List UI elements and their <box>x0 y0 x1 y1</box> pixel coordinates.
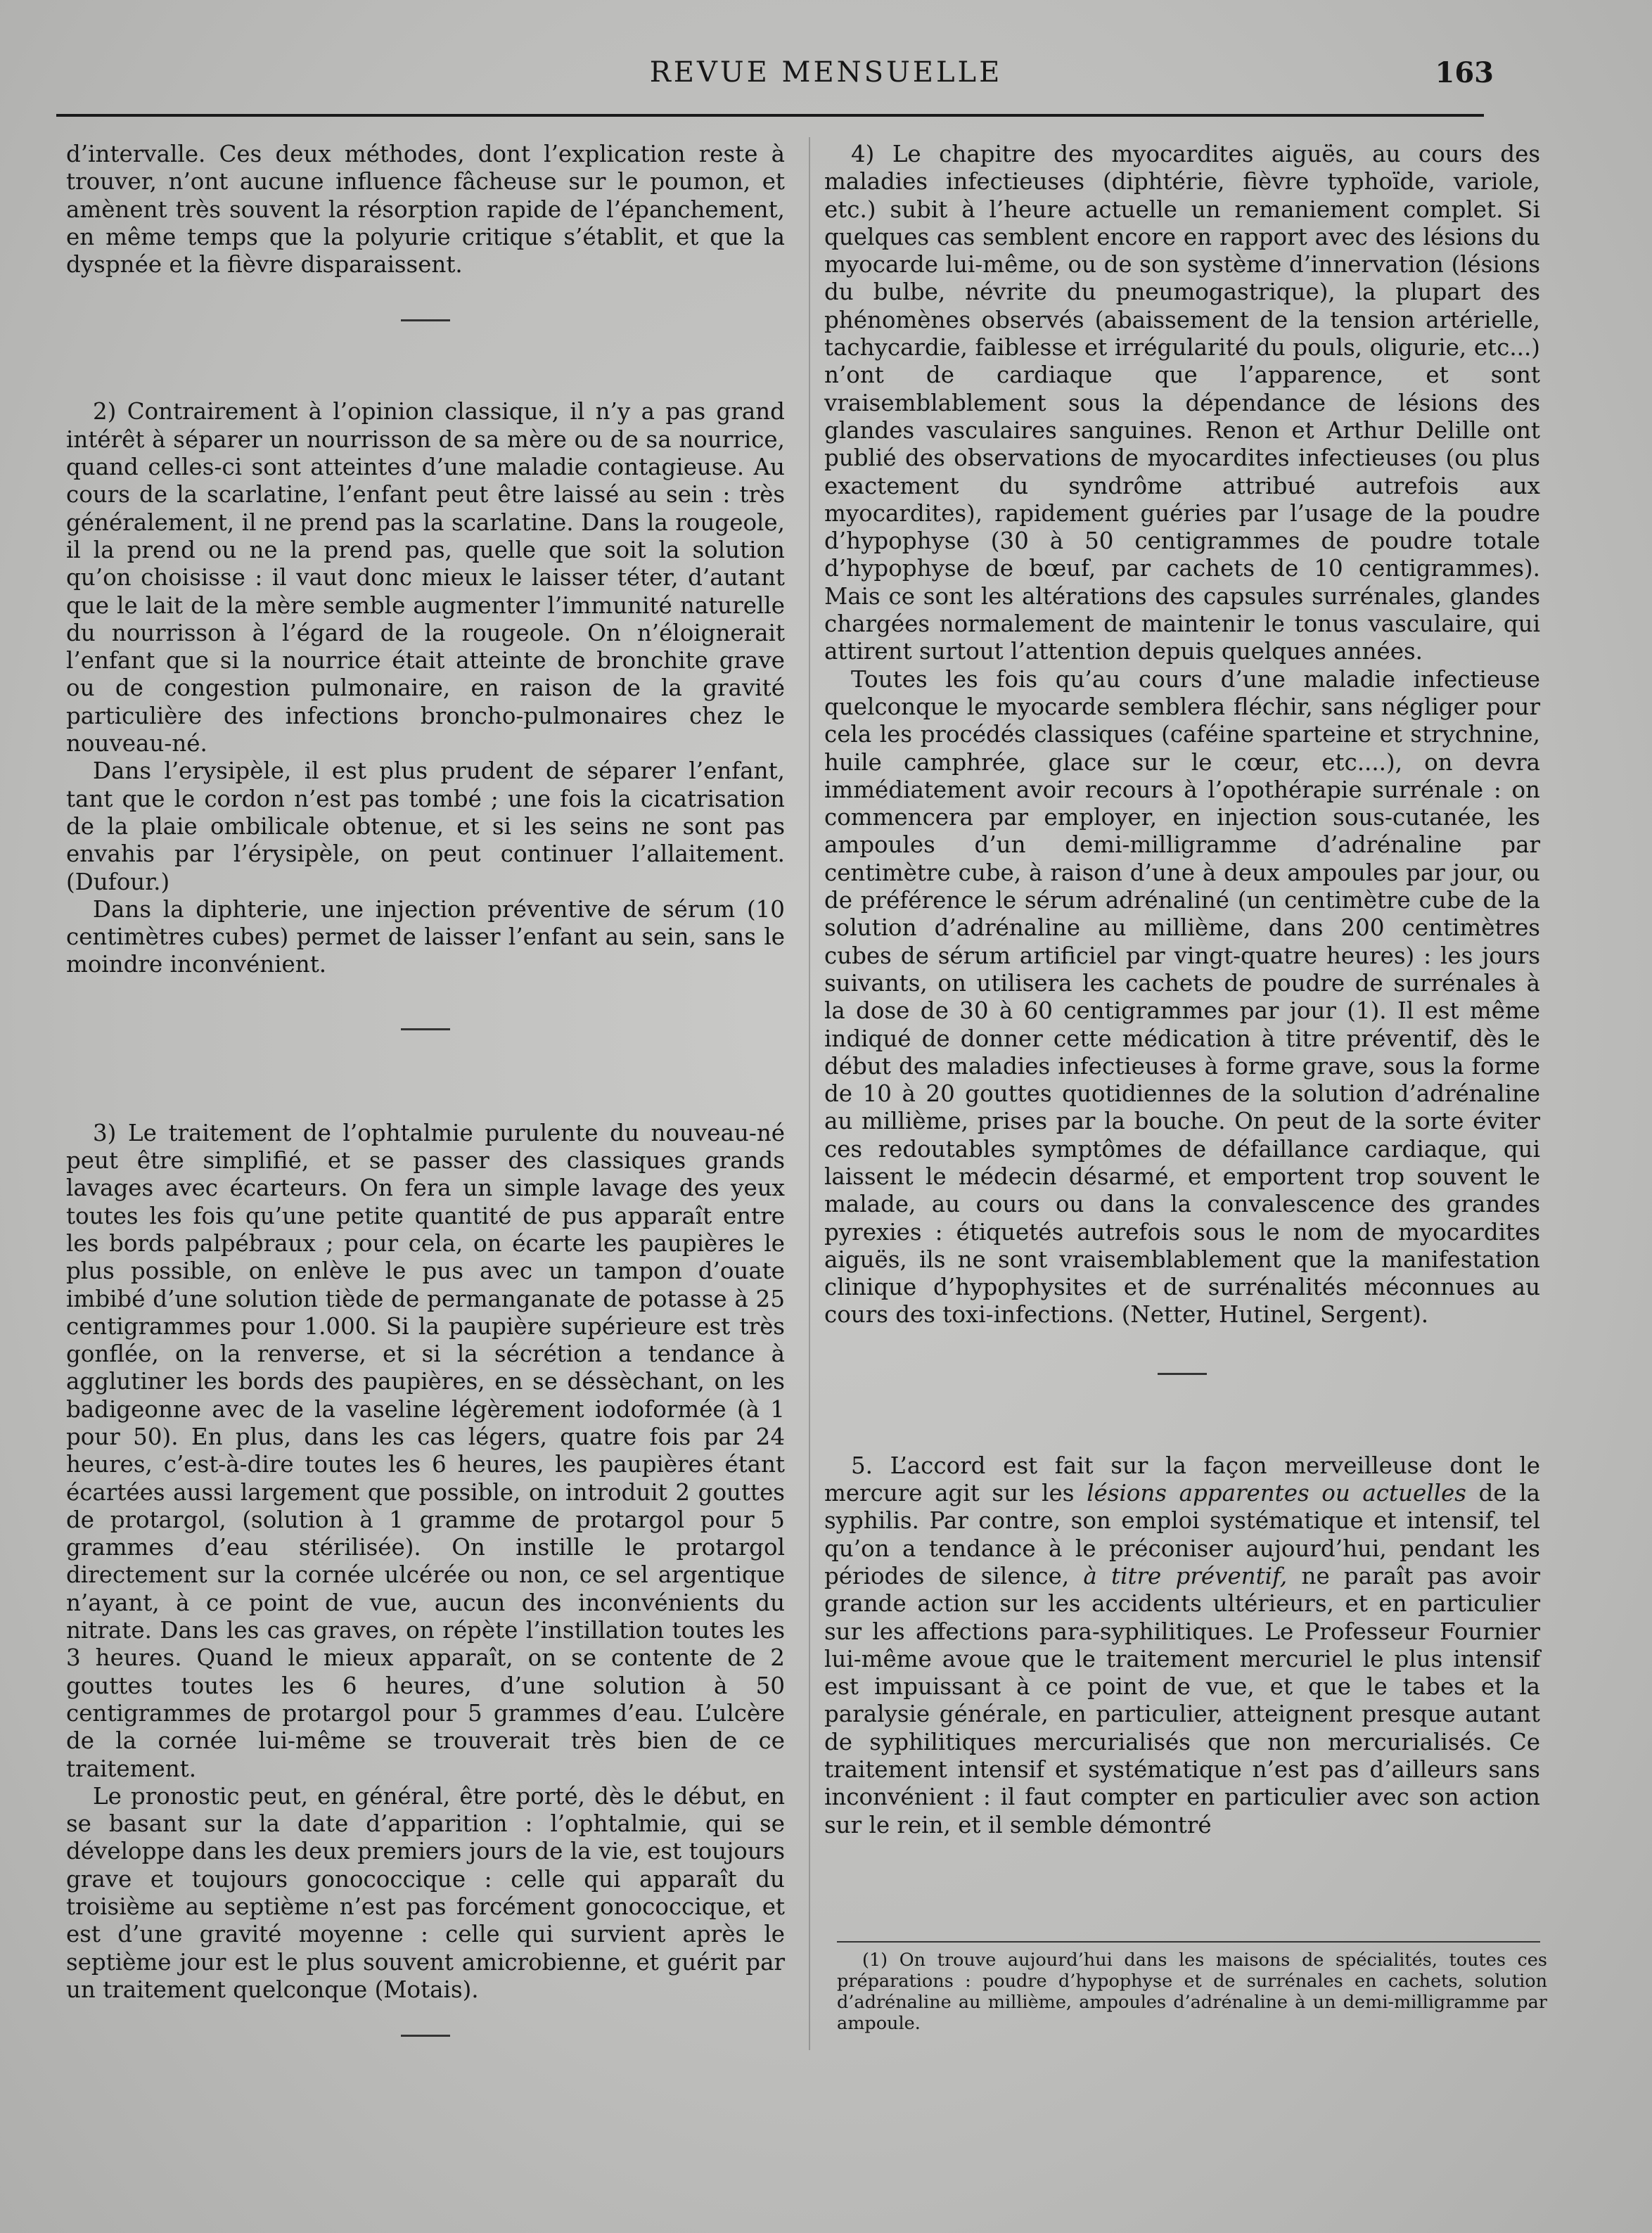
paragraph: Toutes les fois qu’au cours d’une maladie infectieuse quelconque le myocarde semblera fléchir, sans négliger pour cela les procédés classiques (caféine sparteine et strychnine, huile camphrée, glace sur le cœur, etc....), on devra immédiatement avoir recours à l’opothérapie surrénale : on commencera par employer, en injection sous-cutanée, les ampoules d’un demi-milligramme d’adrénaline par centimètre cube, à raison d’une à deux ampoules par jour, ou de préférence le sérum adrénaliné (un centimètre cube de la solution d’adrénaline au millième, dans 200 centimètres cubes de sérum artificiel par vingt-quatre heures) : les jours suivants, on utilisera les cachets de poudre de surrénales à la dose de 30 à 60 centigrammes par jour (1). Il est même indiqué de donner cette médication à titre préventif, dès le début des maladies infectieuses à forme grave, sous la forme de 10 à 20 gouttes quotidiennes de la solution d’adrénaline au millième, prises par la bouche. On peut de la sorte éviter ces redoutables symptômes de défaillance cardiaque, qui laissent le médecin désarmé, et emportent trop souvent le malade, au cours ou dans la convalescence des grandes pyrexies : étiquetés autrefois sous le nom de myocardites aiguës, ils ne sont vraisemblablement que la manifestation clinique d’hypophysites et de surrénalités méconnues au cours des toxi-infections. (Netter, Hutinel, Sergent). <box>824 665 1540 1329</box>
separator-rule <box>401 319 450 321</box>
paragraph: 4) Le chapitre des myocardites aiguës, au cours des maladies infectieuses (diphtérie, fièvre typhoïde, variole, etc.) subit à l’heure actuelle un remaniement complet. Si quelques cas semblent encore en rapport avec des lésions du myocarde lui-même, ou de son système d’innervation (lésions du bulbe, névrite du pneumogastrique), la plupart des phénomènes observés (abaissement de la tension artérielle, tachycardie, faiblesse et irrégularité du pouls, oligurie, etc...) n’ont de cardiaque que l’apparence, et sont vraisemblablement sous la dépendance de lésions des glandes vasculaires sanguines. Renon et Arthur Delille ont publié des observations de myocardites infectieuses (ou plus exactement du syndrôme attribué autrefois aux myocardites), rapidement guéries par l’usage de la poudre d’hypophyse (30 à 50 centigrammes de poudre totale d’hypophyse de bœuf, par cachets de 10 centigrammes). Mais ce sont les altérations des capsules surrénales, glandes chargées normalement de maintenir le tonus vasculaire, qui attirent surtout l’attention depuis quelques années. <box>824 141 1540 665</box>
paragraph <box>824 1452 1540 1839</box>
footnote-text: (1) On trouve aujourd’hui dans les maisons de spécialités, toutes ces préparations : poudre d’hypophyse et de surrénales en cachets, solution d’adrénaline au millième, ampoules d’adrénaline à un demi-milligramme par ampoule. <box>837 1950 1547 2034</box>
footnote-rule <box>837 1941 1540 1943</box>
paragraph: 2) Contrairement à l’opinion classique, il n’y a pas grand intérêt à séparer un nourrisson de sa mère ou de sa nourrice, quand celles-ci sont atteintes d’une maladie contagieuse. Au cours de la scarlatine, l’enfant peut être laissé au sein : très généralement, il ne prend pas la scarlatine. Dans la rougeole, il la prend ou ne la prend pas, quelle que soit la solution qu’on choisisse : il vaut donc mieux le laisser téter, d’autant que le lait de la mère semble augmenter l’immunité naturelle du nourrisson à l’égard de la rougeole. On n’éloignerait l’enfant que si la nourrice était atteinte de bronchite grave ou de congestion pulmonaire, en raison de la gravité particulière des infections broncho-pulmonaires chez le nouveau-né. <box>66 398 785 757</box>
italic-phrase: à titre préventif, <box>1083 1562 1288 1589</box>
text-run: 5. L’accord est fait sur la façon merveilleuse dont le mercure agit sur les <box>824 1452 1540 1507</box>
text-run: de la syphilis. Par contre, son emploi systématique et intensif, tel qu’on a tendance à le préconiser aujourd’hui, pendant les périodes de silence, <box>824 1480 1540 1589</box>
paragraph: Dans l’erysipèle, il est plus prudent de séparer l’enfant, tant que le cordon n’est pas tombé ; une fois la cicatrisation de la plaie ombilicale obtenue, et si les seins ne sont pas envahis par l’érysipèle, on peut continuer l’allaitement. (Dufour.) <box>66 757 785 895</box>
running-header <box>0 56 1652 98</box>
left-column <box>66 141 785 2037</box>
section-break <box>66 979 785 1120</box>
page-number: 163 <box>1435 56 1494 89</box>
separator-rule <box>401 1028 450 1030</box>
paragraph: 3) Le traitement de l’ophtalmie purulente du nouveau-né peut être simplifié, et se passer des classiques grands lavages avec écarteurs. On fera un simple lavage des yeux toutes les fois qu’une petite quantité de pus apparaît entre les bords palpébraux ; pour cela, on écarte les paupières le plus possible, on enlève le pus avec un tampon d’ouate imbibé d’une solution tiède de permanganate de potasse à 25 centigrammes pour 1.000. Si la paupière supérieure est très gonflée, on la renverse, et si la sécrétion a tendance à agglutiner les bords des paupières, en se déssèchant, on les badigeonne avec de la vaseline légèrement iodoformée (à 1 pour 50). En plus, dans les cas légers, quatre fois par 24 heures, c’est-à-dire toutes les 6 heures, les paupières étant écartées aussi largement que possible, on introduit 2 gouttes de protargol, (solution à 1 gramme de protargol pour 5 grammes d’eau stérilisée). On instille le protargol directement sur la cornée ulcérée ou non, ce sel argentique n’ayant, à ce point de vue, aucun des inconvénients du nitrate. Dans les cas graves, on répète l’instillation toutes les 3 heures. Quand le mieux apparaît, on se contente de 2 gouttes toutes les 6 heures, d’une solution à 50 centigrammes de protargol pour 5 grammes d’eau. L’ulcère de la cornée lui-même se trouverait très bien de ce traitement. <box>66 1119 785 1782</box>
separator-rule <box>1158 1373 1207 1375</box>
section-break <box>824 1329 1540 1452</box>
right-column <box>824 141 1540 1839</box>
text-run: ne paraît pas avoir grande action sur les accidents ultérieurs, et en particulier sur les affections para-syphilitiques. Le Professeur Fournier lui-même avoue que le traitement mercuriel le plus intensif est impuissant à ce point de vue, et que le tabes et la paralysie générale, en particulier, atteignent presque autant de syphilitiques mercurialisés que non mercurialisés. Ce traitement intensif et systématique n’est pas d’ailleurs sans inconvénient : il faut compter en particulier avec son action sur le rein, et il semble démontré <box>824 1562 1541 1838</box>
section-break <box>66 279 785 398</box>
paragraph: Le pronostic peut, en général, être porté, dès le début, en se basant sur la date d’apparition : l’ophtalmie, qui se développe dans les deux premiers jours de la vie, est toujours grave et toujours gonococcique : celle qui apparaît du troisième au septième n’est pas forcément gonococcique, et est d’une gravité moyenne : celle qui survient après le septième jour est le plus souvent amicrobienne, et guérit par un traitement quelconque (Motais). <box>66 1782 785 2003</box>
column-divider <box>809 137 810 2050</box>
italic-phrase: lésions apparentes ou actuelles <box>1087 1480 1466 1507</box>
journal-title: REVUE MENSUELLE <box>649 56 1003 89</box>
footnote <box>837 1950 1547 2034</box>
separator-rule <box>401 2035 450 2037</box>
paragraph: d’intervalle. Ces deux méthodes, dont l’explication reste à trouver, n’ont aucune influence fâcheuse sur le poumon, et amènent très souvent la résorption rapide de l’épanchement, en même temps que la polyurie critique s’établit, et que la dyspnée et la fièvre disparaissent. <box>66 141 785 279</box>
header-rule <box>56 114 1484 117</box>
paragraph: Dans la diphterie, une injection préventive de sérum (10 centimètres cubes) permet de laisser l’enfant au sein, sans le moindre inconvénient. <box>66 895 785 978</box>
